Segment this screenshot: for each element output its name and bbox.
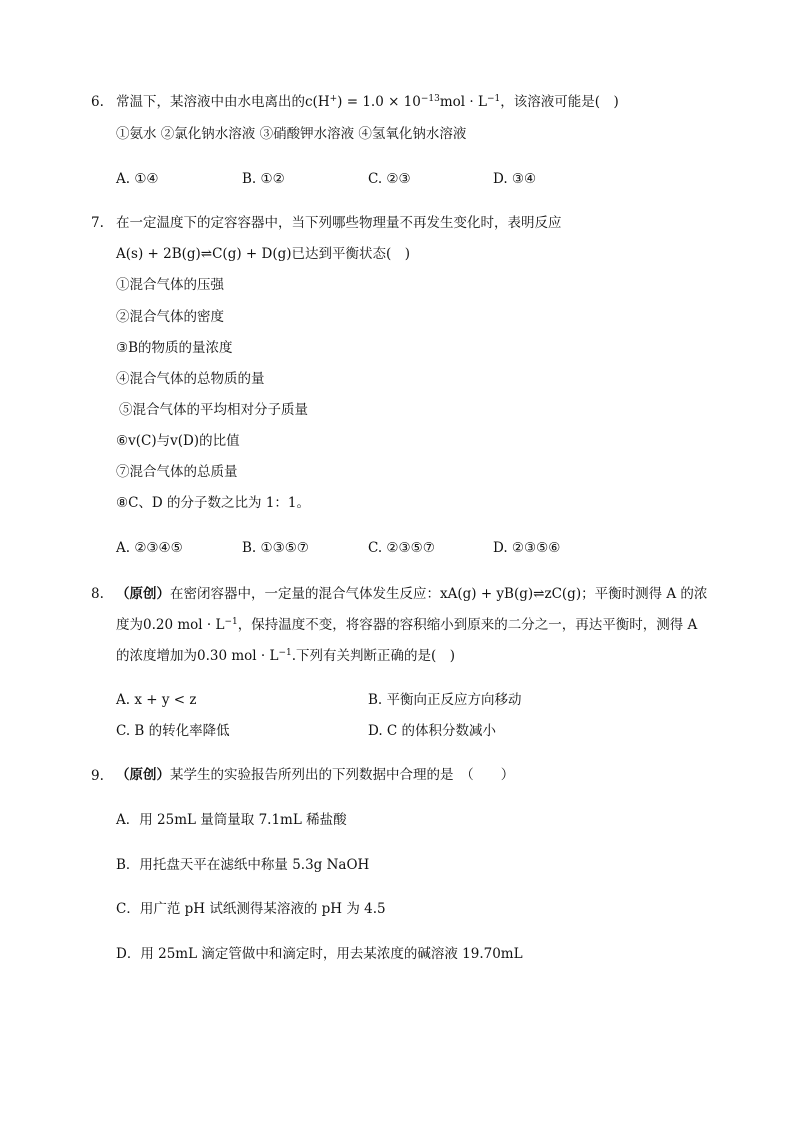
question-number: 8. [91, 586, 104, 602]
option-a: A. ①④ [116, 171, 159, 187]
question-number: 6. [91, 94, 104, 110]
condition-item: ①混合气体的压强 [116, 277, 224, 293]
question-stem: 在一定温度下的定容容器中，当下列哪些物理量不再发生变化时，表明反应 [116, 215, 562, 231]
option-c: C. B 的转化率降低 [116, 723, 230, 739]
condition-item: ⑧C、D 的分子数之比为 1：1。 [116, 495, 311, 511]
question-stem-line: 度为0.20 mol · $L^{-1}$，保持温度不变，将容器的容积缩小到原来的二分之一，再达平衡时，测得 A [116, 617, 698, 633]
option-a: A．用 25mL 量筒量取 7.1mL 稀盐酸 [116, 812, 347, 828]
option-c: C．用广范 pH 试纸测得某溶液的 pH 为 4.5 [116, 901, 386, 917]
option-a: A. ②③④⑤ [116, 540, 183, 556]
option-b: B. 平衡向正反应方向移动 [368, 692, 522, 708]
condition-item: ⑤混合气体的平均相对分子质量 [119, 402, 308, 418]
option-c: C. ②③ [368, 171, 411, 187]
question-number: 7. [91, 215, 104, 231]
option-d: D. ③④ [493, 171, 537, 187]
source-tag: （原创） [116, 767, 170, 783]
question-items: ①氨水 ②氯化钠水溶液 ③硝酸钾水溶液 ④氢氧化钠水溶液 [116, 126, 467, 142]
option-d: D．用 25mL 滴定管做中和滴定时，用去某浓度的碱溶液 19.70mL [116, 946, 523, 962]
question-stem: （原创）某学生的实验报告所列出的下列数据中合理的是 （ ） [116, 767, 515, 783]
condition-item: ⑦混合气体的总质量 [116, 464, 238, 480]
question-number: 9. [91, 768, 104, 784]
source-tag: （原创） [116, 586, 170, 602]
option-d: D. ②③⑤⑥ [493, 540, 561, 556]
option-b: B. ①② [242, 171, 285, 187]
condition-item: ⑥v(C)与v(D)的比值 [116, 433, 240, 449]
option-b: B. ①③⑤⑦ [242, 540, 309, 556]
question-stem-line: （原创）在密闭容器中，一定量的混合气体发生反应：xA(g) + yB(g)⇌zC(g)；平衡时测得 A 的浓 [116, 586, 708, 602]
option-b: B．用托盘天平在滤纸中称量 5.3g NaOH [116, 857, 370, 873]
reaction-equation: A(s) + 2B(g)⇌C(g) + D(g)已达到平衡状态( ) [116, 246, 411, 262]
question-stem-line: 的浓度增加为0.30 mol · $L^{-1}$.下列有关判断正确的是( ) [116, 648, 456, 664]
option-d: D. C 的体积分数减小 [368, 723, 497, 739]
condition-item: ②混合气体的密度 [116, 309, 224, 325]
option-a: A. x + y < z [116, 692, 197, 708]
option-c: C. ②③⑤⑦ [368, 540, 435, 556]
condition-item: ③B的物质的量浓度 [116, 340, 233, 356]
question-stem: 常温下，某溶液中由水电离出的$c(H^+) = 1.0 \times 10^{-13}mol \cdot L^{-1}$，该溶液可能是( ) [116, 94, 619, 110]
condition-item: ④混合气体的总物质的量 [116, 371, 265, 387]
